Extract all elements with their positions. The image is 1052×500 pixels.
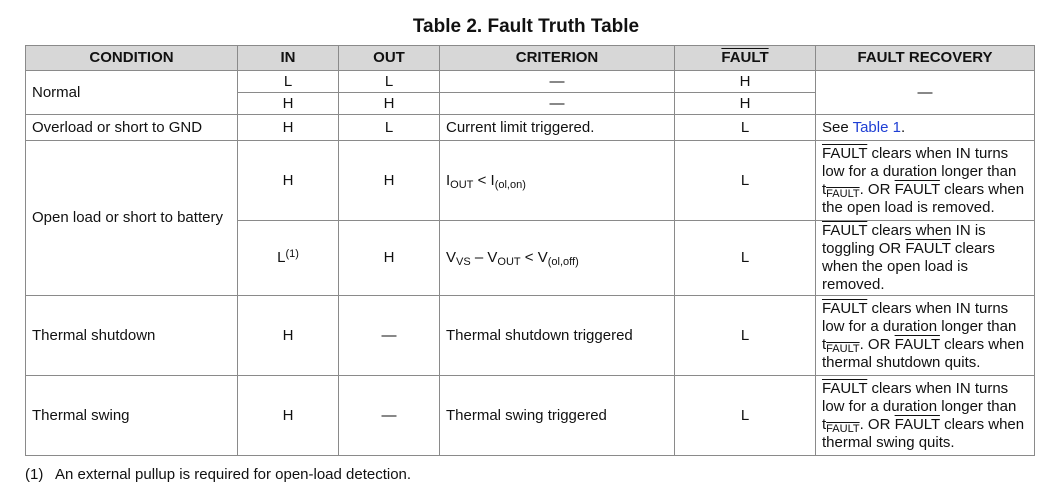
cell-out: H (339, 93, 440, 115)
cell-out: — (339, 376, 440, 456)
header-criterion: CRITERION (440, 46, 675, 71)
footnote: (1) An external pullup is required for open-load detection. (25, 466, 412, 483)
cell-in: $L^{(1)}$ (238, 221, 339, 296)
cell-out: — (339, 296, 440, 376)
cell-in: H (238, 141, 339, 221)
condition-overload: Overload or short to GND (26, 115, 238, 141)
cell-in: H (238, 376, 339, 456)
cell-in: H (238, 296, 339, 376)
table-row (26, 115, 1035, 141)
cell-fault: H (675, 93, 816, 115)
cell-criterion: Current limit triggered. (440, 115, 675, 141)
table-row (26, 296, 1035, 376)
cell-fault: H (675, 71, 816, 93)
cell-criterion: — (440, 71, 675, 93)
table-title: Table 2. Fault Truth Table (412, 16, 640, 37)
condition-thermal-swing: Thermal swing (26, 376, 238, 456)
condition-open-load: Open load or short to battery (26, 141, 238, 296)
cell-criterion: Thermal swing triggered (440, 376, 675, 456)
cell-criterion: $V_{VS} - V_{OUT} < V_{(ol,off)}$ (440, 221, 675, 296)
cell-out: L (339, 71, 440, 93)
cell-fault: L (675, 296, 816, 376)
header-condition: CONDITION (26, 46, 238, 71)
cell-out: L (339, 115, 440, 141)
cell-criterion: — (440, 93, 675, 115)
table-row (26, 141, 1035, 221)
header-fault: FAULT (675, 46, 816, 71)
cell-in: L (238, 71, 339, 93)
cell-criterion: $I_{OUT} < I_{(ol,on)}$ (440, 141, 675, 221)
cell-criterion: Thermal shutdown triggered (440, 296, 675, 376)
recovery-thermal-swing: FAULT clears when IN turns low for a duration longer than $t_{FAULT}$. OR FAULT clears when thermal swing quits. (816, 376, 1035, 456)
header-in: IN (238, 46, 339, 71)
recovery-overload: See Table 1. (816, 115, 1035, 141)
cell-fault: L (675, 141, 816, 221)
cell-out: H (339, 221, 440, 296)
cell-fault: L (675, 115, 816, 141)
header-fault-recovery: FAULT RECOVERY (816, 46, 1035, 71)
cell-fault: L (675, 376, 816, 456)
table-row (26, 376, 1035, 456)
recovery-open-load-1: FAULT clears when IN turns low for a duration longer than $t_{FAULT}$. OR FAULT clears when the open load is removed. (816, 141, 1035, 221)
fault-truth-table (25, 45, 1035, 456)
recovery-normal: — (816, 71, 1035, 115)
table-1-link[interactable]: Table 1 (852, 118, 901, 136)
condition-thermal-shutdown: Thermal shutdown (26, 296, 238, 376)
recovery-open-load-2: FAULT clears when IN is toggling OR FAULT clears when the open load is removed. (816, 221, 1035, 296)
condition-normal: Normal (26, 71, 238, 115)
cell-in: H (238, 115, 339, 141)
table-row (26, 71, 1035, 93)
cell-in: H (238, 93, 339, 115)
cell-fault: L (675, 221, 816, 296)
cell-out: H (339, 141, 440, 221)
header-row (26, 46, 1035, 71)
header-out: OUT (339, 46, 440, 71)
recovery-thermal-shutdown: FAULT clears when IN turns low for a duration longer than $t_{FAULT}$. OR FAULT clears when thermal shutdown quits. (816, 296, 1035, 376)
